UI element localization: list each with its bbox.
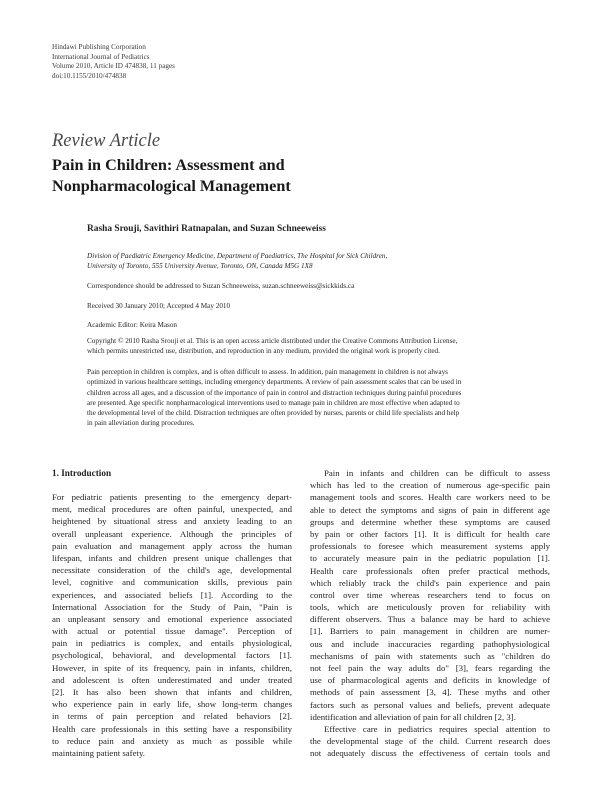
body-line: psychological, behavioral, and developmental factors [1]. bbox=[52, 650, 292, 661]
body-line: methods of pain assessment [3, 4]. These myths and other bbox=[310, 687, 550, 698]
body-line: Health care professionals in this setting have a responsibility bbox=[52, 723, 292, 734]
affiliation-line: University of Toronto, 555 University Avenue, Toronto, ON, Canada M5G 1X8 bbox=[87, 262, 313, 271]
article-type: Review Article bbox=[52, 131, 161, 151]
body-line: not feel pain the way adults do" [3], fears regarding the bbox=[310, 663, 550, 673]
body-line: the developmental stage of the child. Current research does bbox=[310, 736, 550, 747]
body-line: different observers. Thus a balance may be hard to achieve bbox=[310, 614, 550, 625]
body-line: maintaining patient safety. bbox=[52, 747, 145, 758]
academic-editor bbox=[87, 320, 547, 330]
affiliation bbox=[87, 251, 547, 272]
article-title bbox=[52, 155, 291, 196]
body-line: by pain or other factors [1]. It is difficult for health care bbox=[310, 528, 550, 539]
body-line: overall unpleasant experience. Although the principles of bbox=[52, 528, 292, 539]
body-line: groups and determine whether these symptoms are caused bbox=[310, 516, 550, 527]
publisher-line: Hindawi Publishing Corporation bbox=[52, 43, 146, 51]
body-line: lifespan, infants and children present unique challenges that bbox=[52, 552, 292, 563]
body-line: an unpleasant sensory and emotional experience associated bbox=[52, 613, 292, 624]
author-list: Rasha Srouji, Savithiri Ratnapalan, and Suzan Schneeweiss bbox=[87, 224, 326, 234]
body-line: professionals to foresee which measurement systems apply bbox=[310, 541, 550, 552]
affiliation-line: Division of Paediatric Emergency Medicine, Department of Paediatrics, The Hospital for Sick Children, bbox=[87, 252, 388, 260]
body-line: ous and include inaccuracies regarding pathophysiological bbox=[310, 638, 550, 649]
body-line: which reliably track the child's pain experience and pain bbox=[310, 577, 550, 588]
body-line: in terms of pain perception and related behaviors [2]. bbox=[52, 711, 292, 722]
body-line: mechanisms of pain with statements such as "children do bbox=[310, 650, 550, 661]
abstract-line: in pain alleviation during procedures. bbox=[87, 419, 195, 428]
left-column bbox=[52, 491, 292, 759]
body-line: [1]. Barriers to pain management in children are numer- bbox=[310, 626, 550, 637]
body-line: experiences, and associated beliefs [1]. According to the bbox=[52, 589, 292, 600]
body-line: to reduce pain and anxiety as much as possible while bbox=[52, 735, 292, 746]
body-line: heightened by situational stress and anxiety leading to an bbox=[52, 516, 292, 527]
body-line: and adolescent is often underestimated and under treated bbox=[52, 674, 292, 685]
received-dates bbox=[87, 301, 547, 311]
body-line: factors such as personal values and beliefs, prevent adequate bbox=[310, 699, 550, 710]
dates-text: Received 30 January 2010; Accepted 4 May 2010 bbox=[87, 302, 231, 310]
title-line: Nonpharmacological Management bbox=[52, 176, 291, 195]
body-line: with actual or potential tissue damage". Perception of bbox=[52, 626, 292, 637]
body-line: Pain in infants and children can be difficult to assess bbox=[324, 468, 550, 478]
right-column bbox=[310, 467, 550, 760]
abstract-line: optimized in various healthcare settings, including emergency departments. A review of pain assessment scales that can be used in bbox=[87, 378, 462, 387]
body-line: who experience pain in early life, show long-term changes bbox=[52, 699, 292, 710]
doi-line: doi:10.1155/2010/474838 bbox=[52, 71, 127, 80]
body-line: use of pharmacological agents and deficits in knowledge of bbox=[310, 675, 550, 686]
body-line: However, in spite of its frequency, pain in infants, children, bbox=[52, 662, 292, 673]
body-line: pain evaluation and management apply across the human bbox=[52, 540, 292, 551]
body-line: level, cognitive and communication skills, previous pain bbox=[52, 577, 292, 588]
correspondence bbox=[87, 281, 547, 291]
abstract-line: the developmental level of the child. Distraction techniques are often provided by nurses, parents or child life specialists and help bbox=[87, 409, 460, 418]
editor-text: Academic Editor: Keira Mason bbox=[87, 321, 178, 329]
body-line: to accurately measure pain in the pediatric population [1]. bbox=[310, 553, 550, 564]
title-line: Pain in Children: Assessment and bbox=[52, 156, 285, 174]
body-line: not adequately discuss the effectiveness of certain tools and bbox=[310, 748, 550, 759]
body-line: For pediatric patients presenting to the emergency depart- bbox=[52, 492, 292, 502]
body-line: ment, medical procedures are often painful, unexpected, and bbox=[52, 504, 292, 515]
section-heading: 1. Introduction bbox=[52, 468, 112, 478]
body-line: [2]. It has also been shown that infants and children, bbox=[52, 687, 292, 697]
copyright-line: Copyright © 2010 Rasha Srouji et al. This is an open access article distributed under the Creative Commons Attribution License, bbox=[87, 337, 458, 345]
body-line: pain in pediatrics is complex, and entails physiological, bbox=[52, 638, 292, 649]
body-line: International Association for the Study of Pain, "Pain is bbox=[52, 601, 292, 612]
body-line: Health care professionals often prefer practical methods, bbox=[310, 565, 550, 576]
abstract-line: are presented. Age specific nonpharmacological interventions used to manage pain in children are most effective when adapted to bbox=[87, 398, 460, 407]
abstract-line: Pain perception in children is complex, and is often difficult to assess. In addition, pain management in children is not always bbox=[87, 368, 448, 376]
correspondence-text: Correspondence should be addressed to Suzan Schneeweiss, suzan.schneeweiss@sickkids.ca bbox=[87, 282, 355, 290]
abstract bbox=[87, 367, 550, 429]
body-line: which has led to the creation of numerous age-specific pain bbox=[310, 480, 550, 491]
journal-name-line: International Journal of Pediatrics bbox=[52, 52, 150, 61]
volume-line: Volume 2010, Article ID 474838, 11 pages bbox=[52, 62, 175, 71]
body-line: management tools and scores. Health care workers need to be bbox=[310, 492, 550, 503]
body-line: necessitate consideration of the child's age, developmental bbox=[52, 565, 292, 576]
body-line: tools, which are meticulously proven for reliability with bbox=[310, 602, 550, 613]
body-line: control over time whereas researchers tend to focus on bbox=[310, 589, 550, 600]
body-line: Effective care in pediatrics requires special attention to bbox=[324, 723, 550, 734]
abstract-line: children across all ages, and a discussion of the importance of pain in control and distraction techniques during painful procedures bbox=[87, 388, 462, 397]
body-line: identification and alleviation of pain for all children [2, 3]. bbox=[310, 711, 516, 722]
journal-header bbox=[52, 43, 175, 81]
copyright-line: which permits unrestricted use, distribution, and reproduction in any medium, provided the original work is properly cited. bbox=[87, 347, 440, 356]
copyright-notice bbox=[87, 336, 547, 357]
body-line: able to detect the symptoms and signs of pain in different age bbox=[310, 504, 550, 515]
